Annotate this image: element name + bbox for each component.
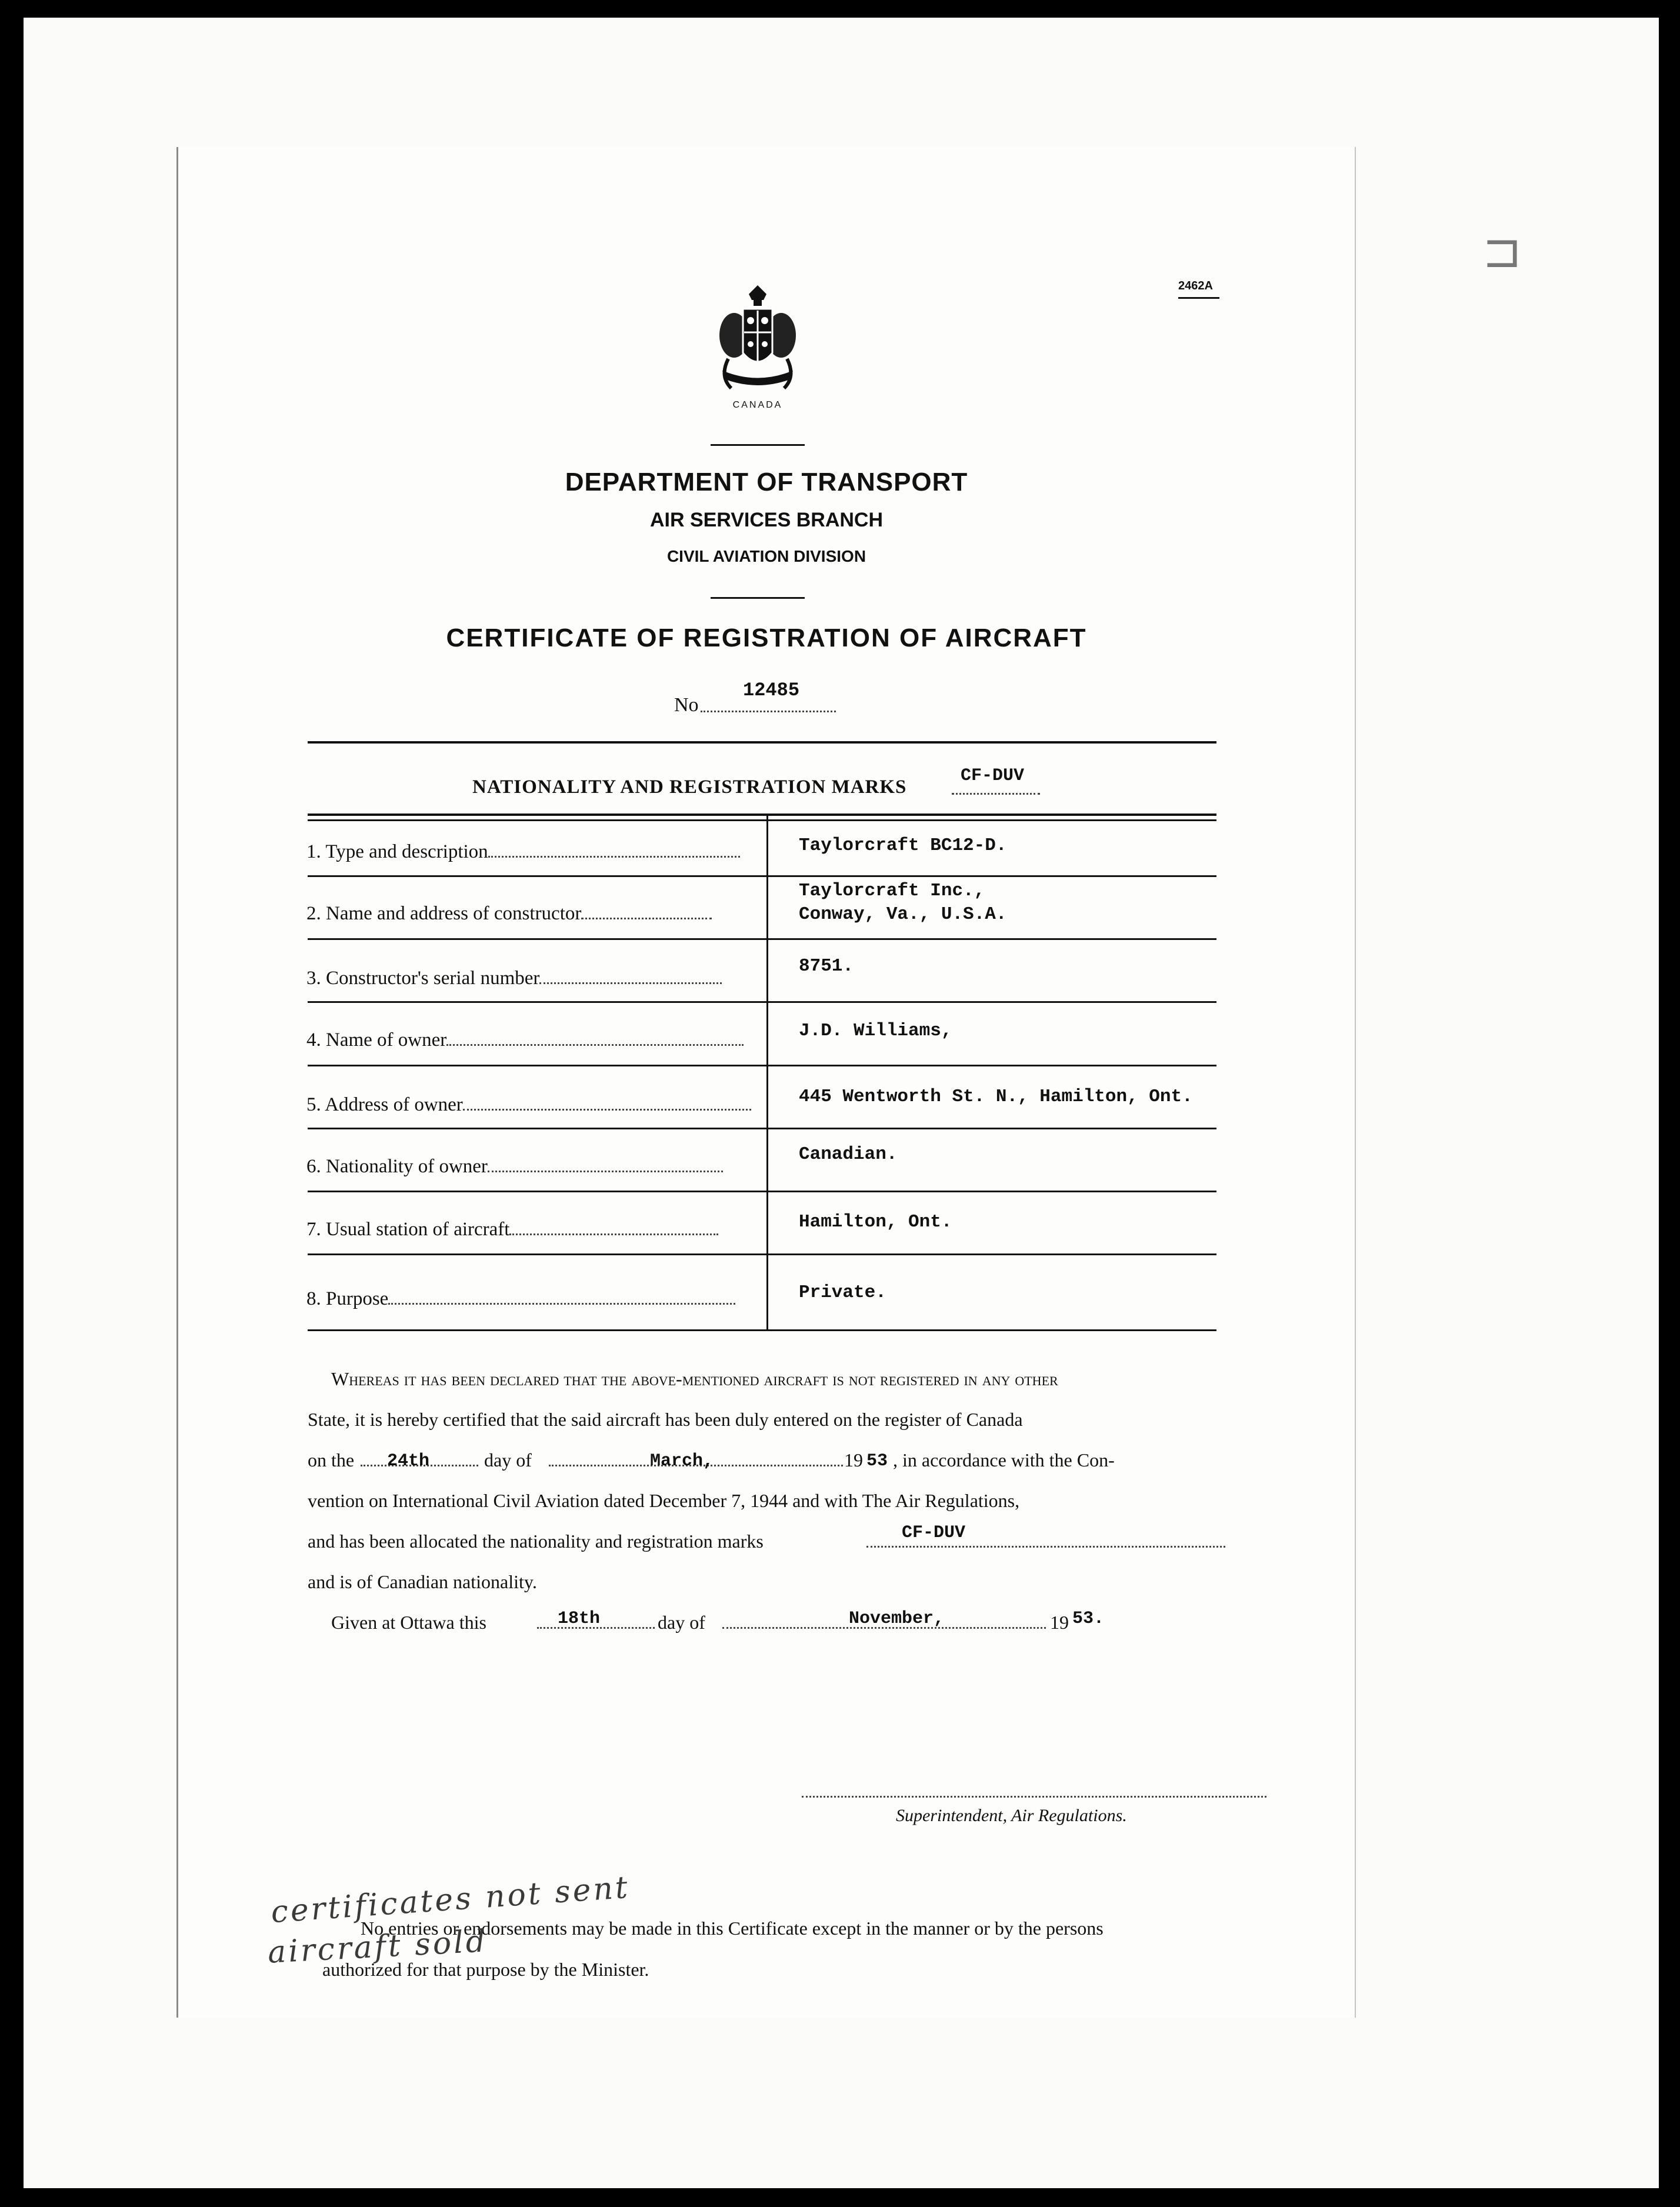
certificate-document — [176, 147, 1356, 2018]
allocated-marks: CF-DUV — [902, 1523, 966, 1543]
table-row-divider — [308, 1065, 1216, 1066]
certificate-title: CERTIFICATE OF REGISTRATION OF AIRCRAFT — [446, 624, 1087, 652]
declaration-line: vention on International Civil Aviation dated December 7, 1944 and with The Air Regulations, — [308, 1490, 1020, 1511]
declaration-line: State, it is hereby certified that the said aircraft has been duly entered on the register of Canada — [308, 1409, 1023, 1430]
item-value: Private. — [799, 1282, 886, 1303]
certificate-number-dots — [701, 711, 836, 712]
certificate-number-label: No — [674, 694, 699, 716]
table-top-rule-1 — [308, 814, 1216, 816]
leader-dots — [509, 1233, 718, 1235]
paper-background — [24, 18, 1659, 2188]
coat-of-arms-icon — [708, 282, 808, 400]
form-number: 2462A — [1178, 279, 1213, 292]
notice-line: authorized for that purpose by the Minister. — [322, 1959, 649, 1980]
given-at-label: Given at Ottawa this — [331, 1612, 486, 1633]
nationality-marks-dots — [952, 793, 1040, 795]
table-row-divider — [308, 938, 1216, 940]
item-value: 445 Wentworth St. N., Hamilton, Ont. — [799, 1086, 1193, 1107]
form-number-underline — [1178, 297, 1219, 299]
table-row — [306, 841, 740, 863]
item-label: 7. Usual station of aircraft — [306, 1219, 510, 1240]
header-rule-top — [711, 444, 805, 446]
declaration-line-suffix: , in accordance with the Con- — [893, 1449, 1115, 1471]
item-label: 8. Purpose — [306, 1288, 389, 1309]
registration-month: March, — [650, 1451, 714, 1471]
item-label: 4. Name of owner — [306, 1029, 447, 1051]
table-row-divider — [308, 1001, 1216, 1003]
registration-year: 53 — [866, 1451, 888, 1471]
crest-label: CANADA — [732, 400, 783, 410]
leader-dots — [463, 1109, 751, 1111]
handwritten-note: aircraft sold — [266, 1923, 489, 1971]
signature-line[interactable] — [802, 1796, 1266, 1798]
rule-above-marks — [308, 741, 1216, 744]
division-heading: CIVIL AVIATION DIVISION — [666, 547, 866, 565]
item-value: J.D. Williams, — [799, 1021, 952, 1041]
table-row-divider — [308, 1191, 1216, 1192]
table-row — [306, 1029, 744, 1051]
nationality-marks-value: CF-DUV — [961, 766, 1025, 786]
given-year: 53. — [1072, 1609, 1105, 1629]
item-label: 6. Nationality of owner — [306, 1156, 488, 1177]
leader-dots — [388, 1303, 735, 1305]
department-heading: DEPARTMENT OF TRANSPORT — [565, 468, 968, 496]
table-row — [306, 968, 722, 989]
branch-heading: AIR SERVICES BRANCH — [649, 509, 884, 531]
item-value-line2: Conway, Va., U.S.A. — [799, 904, 1007, 925]
table-row — [306, 1156, 723, 1178]
table-row-divider — [308, 1128, 1216, 1129]
item-value: 8751. — [799, 956, 854, 976]
item-label: 2. Name and address of constructor — [306, 903, 582, 924]
leader-dots — [488, 856, 740, 858]
nationality-marks-label: NATIONALITY AND REGISTRATION MARKS — [472, 776, 907, 798]
item-value: Taylorcraft Inc., — [799, 881, 985, 901]
item-value: Canadian. — [799, 1144, 898, 1165]
given-day: 18th — [558, 1609, 601, 1629]
item-value: Hamilton, Ont. — [799, 1212, 952, 1232]
leader-dots — [446, 1044, 744, 1046]
table-top-rule-2 — [308, 819, 1216, 821]
declaration-line: Whereas it has been declared that the above-mentioned aircraft is not registered in any other — [331, 1368, 1058, 1389]
given-day-of-label: day of — [658, 1612, 705, 1633]
header-rule-bottom — [711, 597, 805, 599]
item-label: 5. Address of owner — [306, 1094, 463, 1115]
table-column-divider — [766, 815, 768, 1329]
declaration-line: and is of Canadian nationality. — [308, 1571, 537, 1592]
item-label: 1. Type and description — [306, 841, 488, 862]
notice-line: No entries or endorsements may be made in this Certificate except in the manner or by the persons — [361, 1918, 1104, 1939]
item-label: 3. Constructor's serial number — [306, 968, 540, 989]
table-row — [306, 1288, 735, 1310]
leader-dots — [581, 918, 712, 919]
leader-dots — [488, 1171, 723, 1172]
table-row-divider — [308, 1253, 1216, 1255]
table-row — [306, 1094, 751, 1116]
day-of-label: day of — [484, 1449, 532, 1471]
declaration-line: and has been allocated the nationality and registration marks — [308, 1531, 764, 1552]
year-prefix: 19 — [844, 1449, 863, 1471]
table-bottom-rule — [308, 1329, 1216, 1331]
side-bracket-mark: ⊐ — [1482, 224, 1522, 278]
registration-day: 24th — [387, 1451, 430, 1471]
on-the-label: on the — [308, 1449, 355, 1471]
given-year-prefix: 19 — [1050, 1612, 1069, 1633]
table-row — [306, 903, 712, 925]
signatory-title: Superintendent, Air Regulations. — [896, 1806, 1127, 1825]
certificate-number-value: 12485 — [743, 679, 800, 701]
table-row-divider — [308, 875, 1216, 877]
given-month: November, — [849, 1609, 945, 1629]
table-row — [306, 1219, 718, 1241]
handwritten-note: certificates not sent — [269, 1869, 631, 1931]
leader-dots — [539, 982, 722, 984]
item-value: Taylorcraft BC12-D. — [799, 835, 1007, 856]
